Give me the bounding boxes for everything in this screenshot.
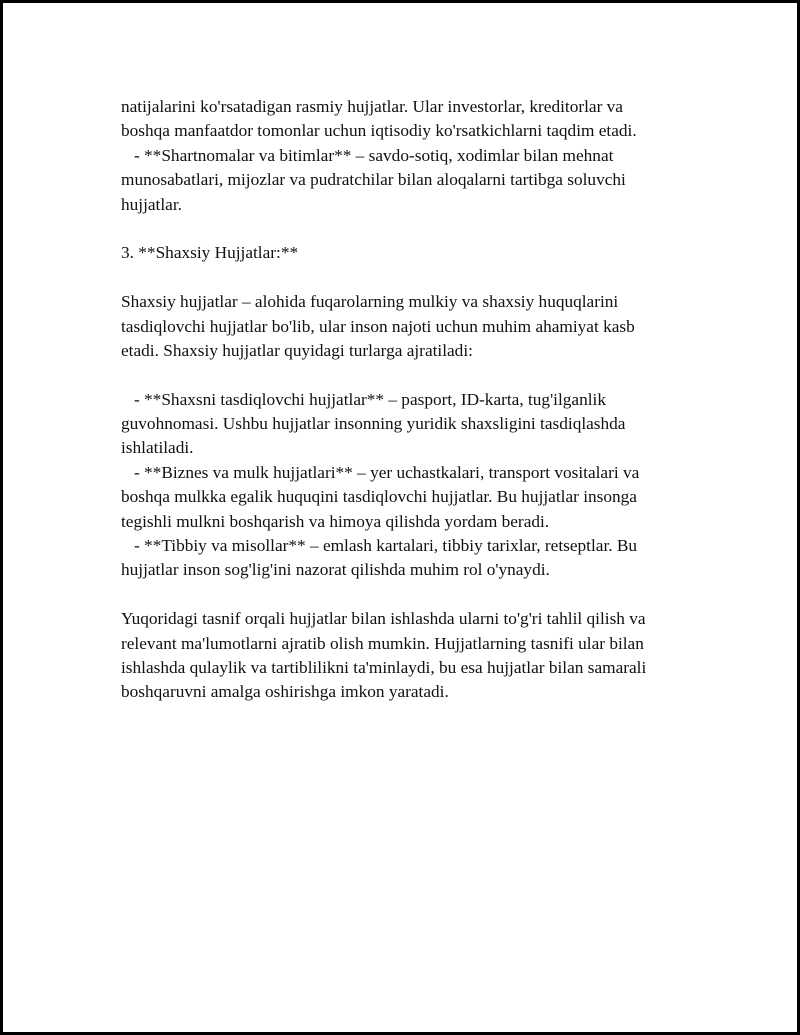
list-item-line: - **Tibbiy va misollar** – emlash kartalari, tibbiy tarixlar, retseptlar. Bu [121, 536, 638, 556]
blank-line [121, 363, 721, 387]
text-line: tasdiqlovchi hujjatlar bo'lib, ular inson najoti uchun muhim ahamiyat kasb [121, 316, 635, 336]
text-line: Shaxsiy hujjatlar – alohida fuqarolarning mulkiy va shaxsiy huquqlarini [121, 292, 619, 312]
text-line: - **Shartnomalar va bitimlar** – savdo-sotiq, xodimlar bilan mehnat [121, 145, 614, 165]
text-line: guvohnomasi. Ushbu hujjatlar insonning yuridik shaxsligini tasdiqlashda [121, 414, 626, 434]
blank-line [121, 266, 721, 290]
section-heading: 3. **Shaxsiy Hujjatlar:** [121, 243, 299, 263]
blank-line [121, 583, 721, 607]
text-line: munosabatlari, mijozlar va pudratchilar bilan aloqalarni tartibga soluvchi [121, 170, 626, 190]
text-line: boshqaruvni amalga oshirishga imkon yaratadi. [121, 682, 449, 702]
text-line: etadi. Shaxsiy hujjatlar quyidagi turlarga ajratiladi: [121, 340, 473, 360]
text-line: relevant ma'lumotlarni ajratib olish mumkin. Hujjatlarning tasnifi ular bilan [121, 633, 644, 653]
blank-line [121, 217, 721, 241]
list-item-line: - **Shaxsni tasdiqlovchi hujjatlar** – pasport, ID-karta, tug'ilganlik [121, 389, 606, 409]
text-line: boshqa manfaatdor tomonlar uchun iqtisodiy ko'rsatkichlarni taqdim etadi. [121, 121, 637, 141]
text-line: tegishli mulkni boshqarish va himoya qilishda yordam beradi. [121, 511, 550, 531]
list-item-line: - **Biznes va mulk hujjatlari** – yer uchastkalari, transport vositalari va [121, 462, 640, 482]
text-line: hujjatlar. [121, 194, 182, 214]
text-line: Yuqoridagi tasnif orqali hujjatlar bilan ishlashda ularni to'g'ri tahlil qilish va [121, 609, 646, 629]
text-line: hujjatlar inson sog'lig'ini nazorat qilishda muhim rol o'ynaydi. [121, 560, 550, 580]
text-line: natijalarini ko'rsatadigan rasmiy hujjatlar. Ular investorlar, kreditorlar va [121, 97, 623, 116]
text-line: ishlashda qulaylik va tartiblilikni ta'minlaydi, bu esa hujjatlar bilan samarali [121, 657, 647, 677]
text-line: ishlatiladi. [121, 438, 194, 458]
document-body [121, 95, 721, 705]
text-line: boshqa mulkka egalik huquqini tasdiqlovchi hujjatlar. Bu hujjatlar insonga [121, 487, 637, 507]
